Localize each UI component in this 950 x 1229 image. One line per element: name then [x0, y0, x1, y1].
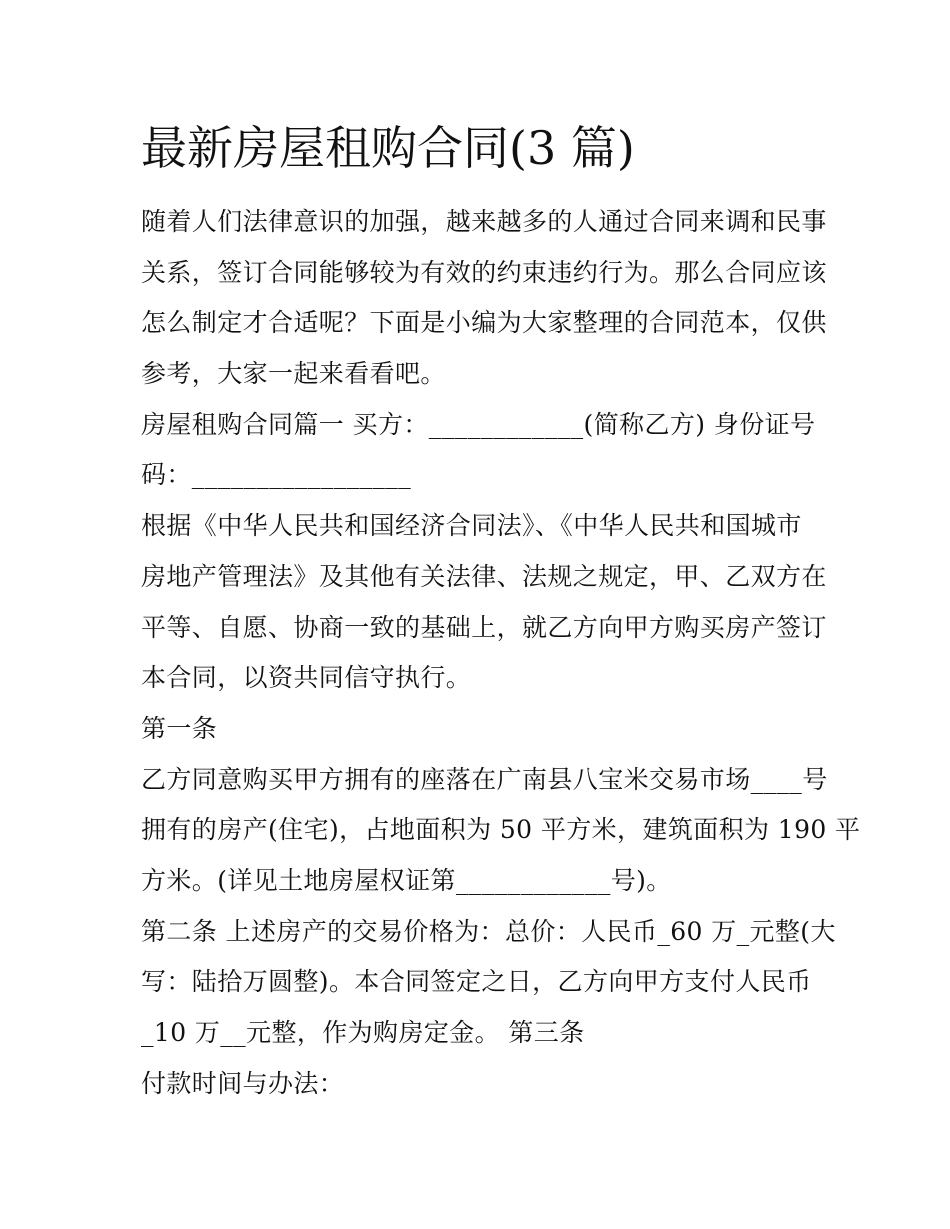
party-line-2: 码：_________________ [141, 460, 412, 490]
article-2-line-2: 写：陆拾万圆整)。本合同签定之日，乙方向甲方支付人民币 [141, 967, 812, 997]
party-line-1: 房屋租购合同篇一 买方：____________(简称乙方) 身份证号 [141, 409, 816, 439]
basis-paragraph [141, 501, 827, 704]
basis-line-4: 本合同，以资共同信守执行。 [141, 663, 472, 693]
party-paragraph [141, 400, 816, 501]
basis-line-2: 房地产管理法》及其他有关法律、法规之规定，甲、乙双方在 [141, 561, 827, 591]
payment-heading-text: 付款时间与办法： [141, 1068, 345, 1098]
article-2-line-1: 第二条 上述房产的交易价格为：总价：人民币_60 万_元整(大 [141, 916, 836, 946]
basis-line-3: 平等、自愿、协商一致的基础上，就乙方向甲方购买房产签订 [141, 612, 827, 642]
article-2-line-3: _10 万__元整，作为购房定金。 第三条 [141, 1018, 585, 1047]
basis-line-1: 根据《中华人民共和国经济合同法》、《中华人民共和国城市 [141, 511, 802, 541]
article-1-heading-text: 第一条 [141, 713, 218, 743]
article-1-line-1: 乙方同意购买甲方拥有的座落在广南县八宝米交易市场____号 [141, 764, 828, 794]
intro-line-1: 随着人们法律意识的加强，越来越多的人通过合同来调和民事 [141, 207, 827, 236]
intro-line-3: 怎么制定才合适呢？下面是小编为大家整理的合同范本，仅供 [141, 308, 827, 338]
document-title: 最新房屋租购合同(3 篇) [141, 121, 635, 175]
article-2-paragraph [141, 907, 836, 1059]
document-body [141, 197, 861, 1109]
article-1-line-2: 拥有的房产(住宅)，占地面积为 50 平方米，建筑面积为 190 平 [141, 815, 861, 845]
article-1-paragraph [141, 755, 861, 907]
payment-heading [141, 1059, 813, 1110]
intro-line-4: 参考，大家一起来看看吧。 [141, 359, 446, 389]
article-1-line-3: 方米。(详见土地房屋权证第____________号)。 [141, 865, 672, 895]
article-1-heading [141, 704, 813, 755]
intro-paragraph [141, 197, 827, 400]
intro-line-2: 关系，签订合同能够较为有效的约束违约行为。那么合同应该 [141, 257, 827, 287]
